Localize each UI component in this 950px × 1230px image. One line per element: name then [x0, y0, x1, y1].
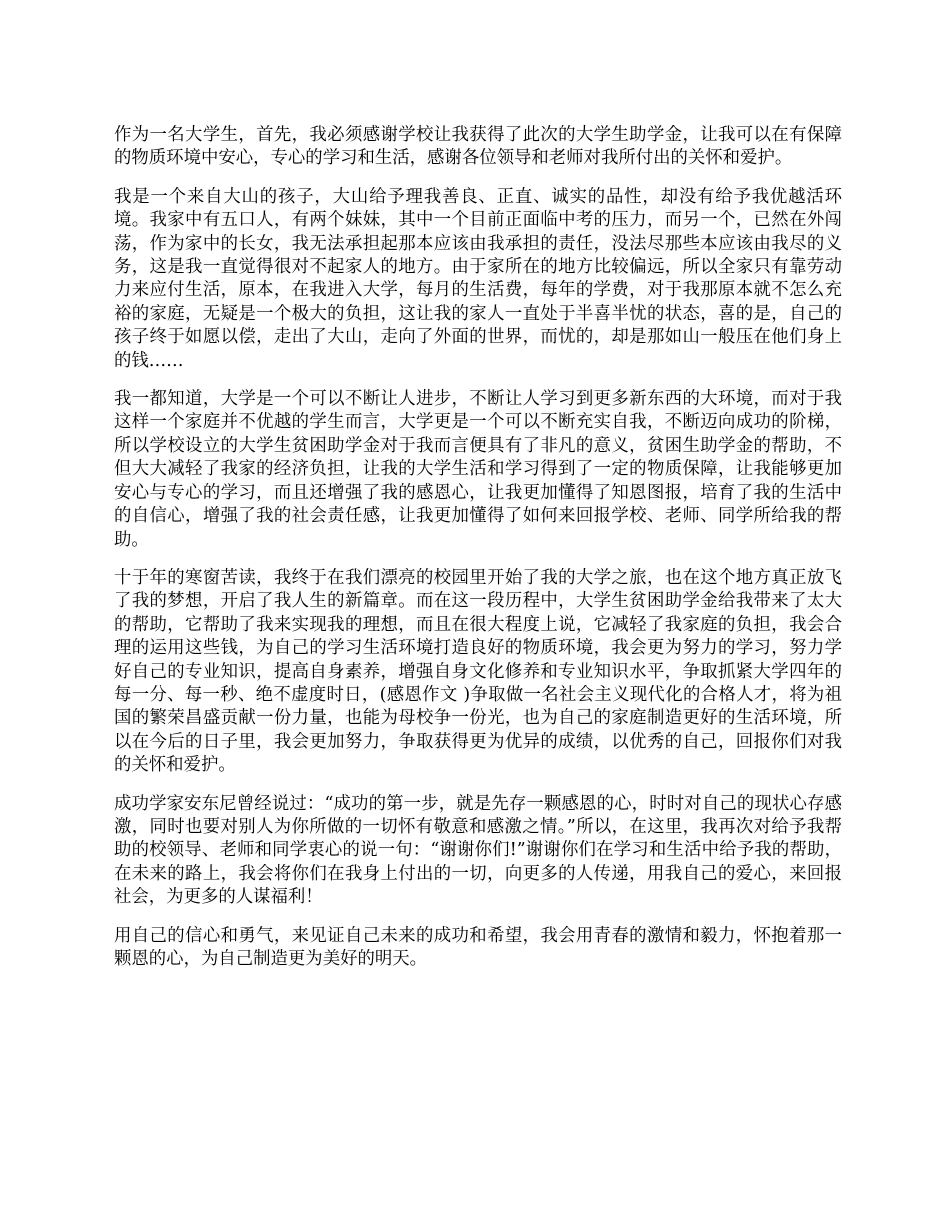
- paragraph-2: 我是一个来自大山的孩子，大山给予理我善良、正直、诚实的品性，却没有给予我优越活环境。我家中有五口人，有两个妹妹，其中一个目前正面临中考的压力，而另一个，已然在外闯荡，作为家中的长女，我无法承担起那本应该由我承担的责任，没法尽那些本应该由我尽的义务，这是我一直觉得很对不起家人的地方。由于家所在的地方比较偏远，所以全家只有靠劳动力来应付生活，原本，在我进入大学，每月的生活费，每年的学费，对于我那原本就不怎么充裕的家庭，无疑是一个极大的负担，这让我的家人一直处于半喜半忧的状态，喜的是，自己的孩子终于如愿以偿，走出了大山，走向了外面的世界，而忧的，却是那如山一般压在他们身上的钱……: [114, 186, 842, 371]
- paragraph-1: 作为一名大学生，首先，我必须感谢学校让我获得了此次的大学生助学金，让我可以在有保障的物质环境中安心，专心的学习和生活，感谢各位领导和老师对我所付出的关怀和爱护。: [114, 125, 842, 169]
- paragraph-4: 十于年的寒窗苦读，我终于在我们漂亮的校园里开始了我的大学之旅，也在这个地方真正放飞了我的梦想，开启了我人生的新篇章。而在这一段历程中，大学生贫困助学金给我带来了太大的帮助，它帮助了我来实现我的理想，而且在很大程度上说，它减轻了我家庭的负担，我会合理的运用这些钱，为自己的学习生活环境打造良好的物质环境，我会更为努力的学习，努力学好自己的专业知识，提高自身素养，增强自身文化修养和专业知识水平，争取抓紧大学四年的每一分、每一秒、绝不虚度时日，(感恩作文 )争取做一名社会主义现代化的合格人才，将为祖国的繁荣昌盛贡献一份力量，也能为母校争一份光，也为自己的家庭制造更好的生活环境，所以在今后的日子里，我会更加努力，争取获得更为优异的成绩，以优秀的自己，回报你们对我的关怀和爱护。: [114, 567, 842, 776]
- paragraph-3: 我一都知道，大学是一个可以不断让人进步，不断让人学习到更多新东西的大环境，而对于我这样一个家庭并不优越的学生而言，大学更是一个可以不断充实自我，不断迈向成功的阶梯，所以学校设立的大学生贫困助学金对于我而言便具有了非凡的意义，贫困生助学金的帮助，不但大大减轻了我家的经济负担，让我的大学生活和学习得到了一定的物质保障，让我能够更加安心与专心的学习，而且还增强了我的感恩心，让我更加懂得了知恩图报，培育了我的生活中的自信心，增强了我的社会责任感，让我更加懂得了如何来回报学校、老师、同学所给我的帮助。: [114, 389, 842, 550]
- paragraph-6: 用自己的信心和勇气，来见证自己未来的成功和希望，我会用青春的激情和毅力，怀抱着那一颗恩的心，为自己制造更为美好的明天。: [114, 925, 842, 969]
- paragraph-5: 成功学家安东尼曾经说过：“成功的第一步，就是先存一颗感恩的心，时时对自己的现状心存感激，同时也要对别人为你所做的一切怀有敬意和感激之情。”所以，在这里，我再次对给予我帮助的校领导、老师和同学衷心的说一句：“谢谢你们!”谢谢你们在学习和生活中给予我的帮助，在未来的路上，我会将你们在我身上付出的一切，向更多的人传递，用我自己的爱心，来回报社会，为更多的人谋福利！: [114, 793, 842, 908]
- document-body: [114, 124, 842, 986]
